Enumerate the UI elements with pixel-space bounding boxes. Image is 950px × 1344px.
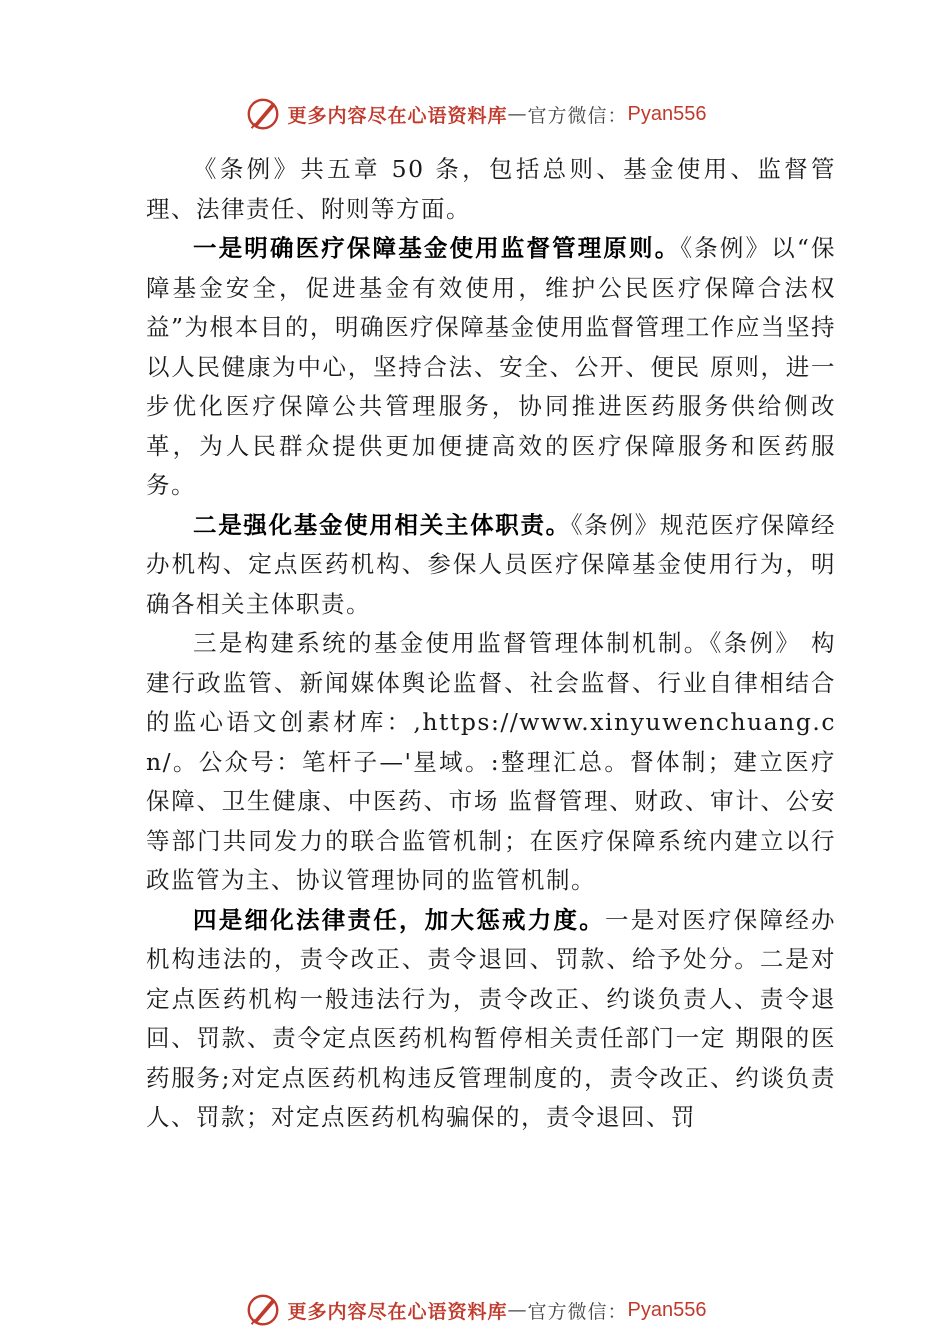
header-wechat-id: Pyan556 [627,102,707,125]
paragraph-duties-text: 《条例》规范医疗保障经办机构、定点医药机构、参保人员医疗保障基金使用行为，明确各相关主体职责。 [146,510,837,618]
header-official-label: 官方微信： [527,104,628,127]
header-banner [0,94,950,134]
quill-pen-logo-icon [244,1291,282,1329]
footer-wechat-id: Pyan556 [627,1298,707,1321]
paragraph-liability-text: 一是对医疗保障经办机构违法的，责令改正、责令退回、罚款、给予处分。二是对定点医药机构一般违法行为，责令改正、约谈负责人、责令退回、罚款、责令定点医药机构暂停相关责任部门一定 期限的医药服务;对定点医药机构违反管理制度的，责令改正、约谈负责人、罚款；对定点医药机构骗保的，责令退回、罚 [146,905,836,1131]
paragraph-liability [146,901,836,1138]
document-body [146,150,836,1138]
footer-banner [0,1290,950,1330]
paragraph-system: 三是构建系统的基金使用监督管理体制机制。《条例》 构建行政监管、新闻媒体舆论监督、社会监督、行业自律相结合的监心语文创素材库：,https://www.xinyuwenchuang.cn/。公众号：笔杆子—'星域。:整理汇总。督体制；建立医疗保障、卫生健康、中医药、市场 监督管理、财政、审计、公安等部门共同发力的联合监管机制；在医疗保障系统内建立以行政监管为主、协议管理协同的监管机制。 [146,629,836,894]
paragraph-principle-text: 《条例》以“保障基金安全，促进基金有效使用，维护公民医疗保障合法权益”为根本目的，明确医疗保障基金使用监督管理工作应当坚持以人民健康为中心，坚持合法、安全、公开、便民 原则，进一步优化医疗保障公共管理服务，协同推进医药服务供给侧改革，为人民群众提供更加便捷高效的医疗保障服务和医药服务。 [146,234,837,499]
quill-pen-logo-icon [244,95,282,133]
paragraph-duties [146,506,836,625]
paragraph-liability-heading: 四是细化法律责任，加大惩戒力度。 [193,905,605,934]
paragraph-principle-heading: 一是明确医疗保障基金使用监督管理原则。 [193,234,681,262]
footer-official-label: 官方微信： [527,1300,628,1323]
header-brand: 更多内容尽在心语资料库 [287,104,508,127]
paragraph-intro: 《条例》共五章 50 条，包括总则、基金使用、监督管理、法律责任、附则等方面。 [146,155,836,223]
footer-brand: 更多内容尽在心语资料库 [287,1300,508,1323]
header-separator: — [507,103,528,125]
paragraph-principle [146,229,836,506]
paragraph-duties-heading: 二是强化基金使用相关主体职责。 [193,510,571,539]
footer-separator: — [507,1299,528,1321]
